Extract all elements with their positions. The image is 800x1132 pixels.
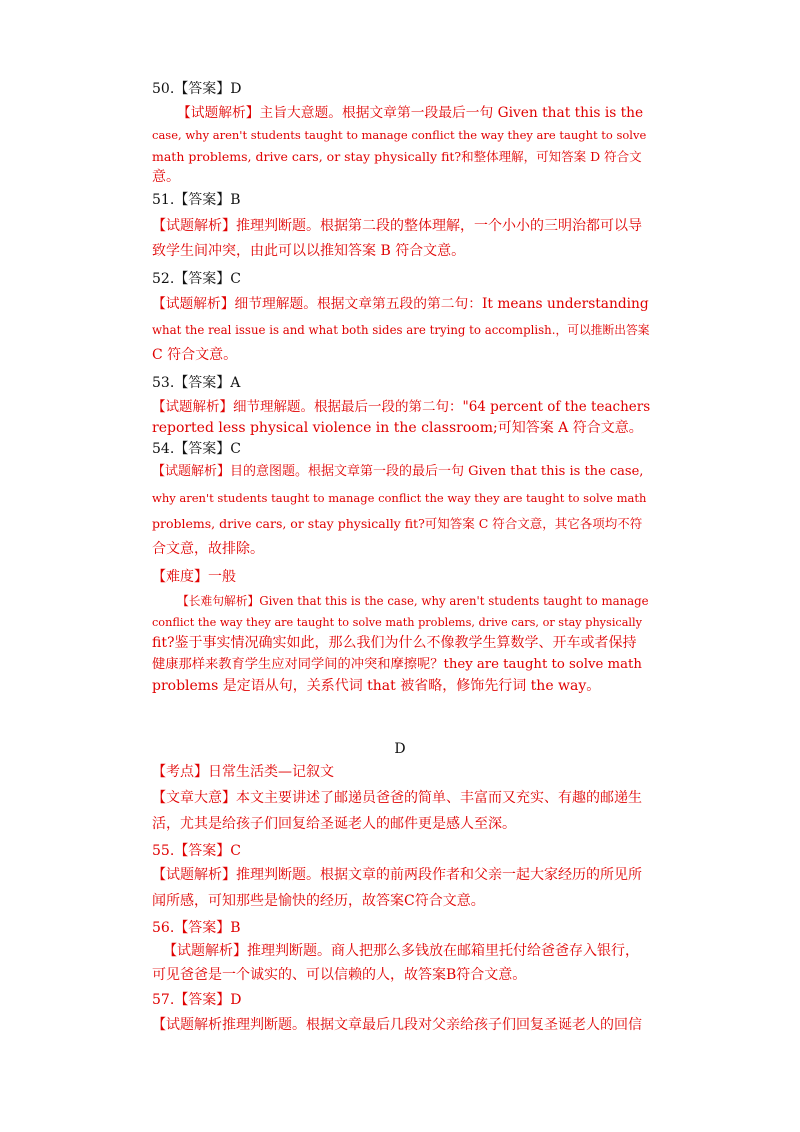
analysis-54-line-1: 【试题解析】目的意图题。根据文章第一段的最后一句 Given that this is the case, xyxy=(152,464,644,479)
analysis-50-line-4: 意。 xyxy=(152,169,180,185)
analysis-53-line-1: 【试题解析】细节理解题。根据最后一段的第二句："64 percent of the teachers xyxy=(152,399,651,415)
answer-51: 51.【答案】B xyxy=(152,192,241,208)
analysis-54-line-2: why aren't students taught to manage conflict the way they are taught to solve math xyxy=(152,491,647,505)
analysis-57-line-1: 【试题解析推理判断题。根据文章最后几段对父亲给孩子们回复圣诞老人的回信 xyxy=(152,1017,642,1033)
answer-56: 56.【答案】B xyxy=(152,920,241,936)
analysis-52-line-3: C 符合文意。 xyxy=(152,347,238,363)
summary-line-2: 活，尤其是给孩子们回复给圣诞老人的邮件更是感人至深。 xyxy=(152,816,516,832)
analysis-54-line-3: problems, drive cars, or stay physically fit?可知答案 C 符合文意，其它各项均不符 xyxy=(152,516,643,531)
long-sentence-line-1: 【长难句解析】Given that this is the case, why aren't students taught to manage xyxy=(177,594,649,608)
test-point: 【考点】日常生活类—记叙文 xyxy=(152,764,334,780)
summary-line-1: 【文章大意】本文主要讲述了邮递员爸爸的简单、丰富而又充实、有趣的邮递生 xyxy=(152,790,642,806)
analysis-55-line-2: 闻所感，可知那些是愉快的经历，故答案C符合文意。 xyxy=(152,893,485,909)
analysis-53-line-2: reported less physical violence in the classroom;可知答案 A 符合文意。 xyxy=(152,420,643,436)
analysis-55-line-1: 【试题解析】推理判断题。根据文章的前两段作者和父亲一起大家经历的所见所 xyxy=(152,867,642,883)
analysis-56-line-2: 可见爸爸是一个诚实的、可以信赖的人，故答案B符合文意。 xyxy=(152,967,527,983)
analysis-50-line-1: 【试题解析】主旨大意题。根据文章第一段最后一句 Given that this is the xyxy=(177,105,644,121)
section-d-heading: D xyxy=(394,741,406,757)
answer-50: 50.【答案】D xyxy=(152,81,242,97)
analysis-52-line-1: 【试题解析】细节理解题。根据文章第五段的第二句：It means understanding xyxy=(152,296,649,312)
long-sentence-line-3: fit?鉴于事实情况确实如此，那么我们为什么不像教学生算数学、开车或者保持 xyxy=(152,635,637,651)
analysis-54-line-4: 合文意，故排除。 xyxy=(152,541,264,557)
analysis-51-line-1: 【试题解析】推理判断题。根据第二段的整体理解，一个小小的三明治都可以导 xyxy=(152,218,642,234)
answer-52: 52.【答案】C xyxy=(152,271,241,287)
analysis-51-line-2: 致学生间冲突，由此可以以推知答案 B 符合文意。 xyxy=(152,243,466,259)
analysis-50-line-2: case, why aren't students taught to manage conflict the way they are taught to solve xyxy=(152,128,647,142)
long-sentence-line-4: 健康那样来教育学生应对同学间的冲突和摩擦呢？they are taught to solve math xyxy=(152,657,642,672)
analysis-56-line-1: 【试题解析】推理判断题。商人把那么多钱放在邮箱里托付给爸爸存入银行， xyxy=(163,943,639,959)
long-sentence-line-2: conflict the way they are taught to solve math problems, drive cars, or stay physically xyxy=(152,616,642,629)
answer-54: 54.【答案】C xyxy=(152,441,241,457)
answer-57: 57.【答案】D xyxy=(152,992,242,1008)
answer-53: 53.【答案】A xyxy=(152,375,241,391)
answer-55: 55.【答案】C xyxy=(152,843,241,859)
analysis-50-line-3: math problems, drive cars, or stay physically fit?和整体理解，可知答案 D 符合文 xyxy=(152,149,642,164)
analysis-52-line-2: what the real issue is and what both sides are trying to accomplish.，可以推断出答案 xyxy=(152,323,650,337)
difficulty: 【难度】一般 xyxy=(152,569,236,585)
long-sentence-line-5: problems 是定语从句，关系代词 that 被省略，修饰先行词 the way。 xyxy=(152,678,601,694)
